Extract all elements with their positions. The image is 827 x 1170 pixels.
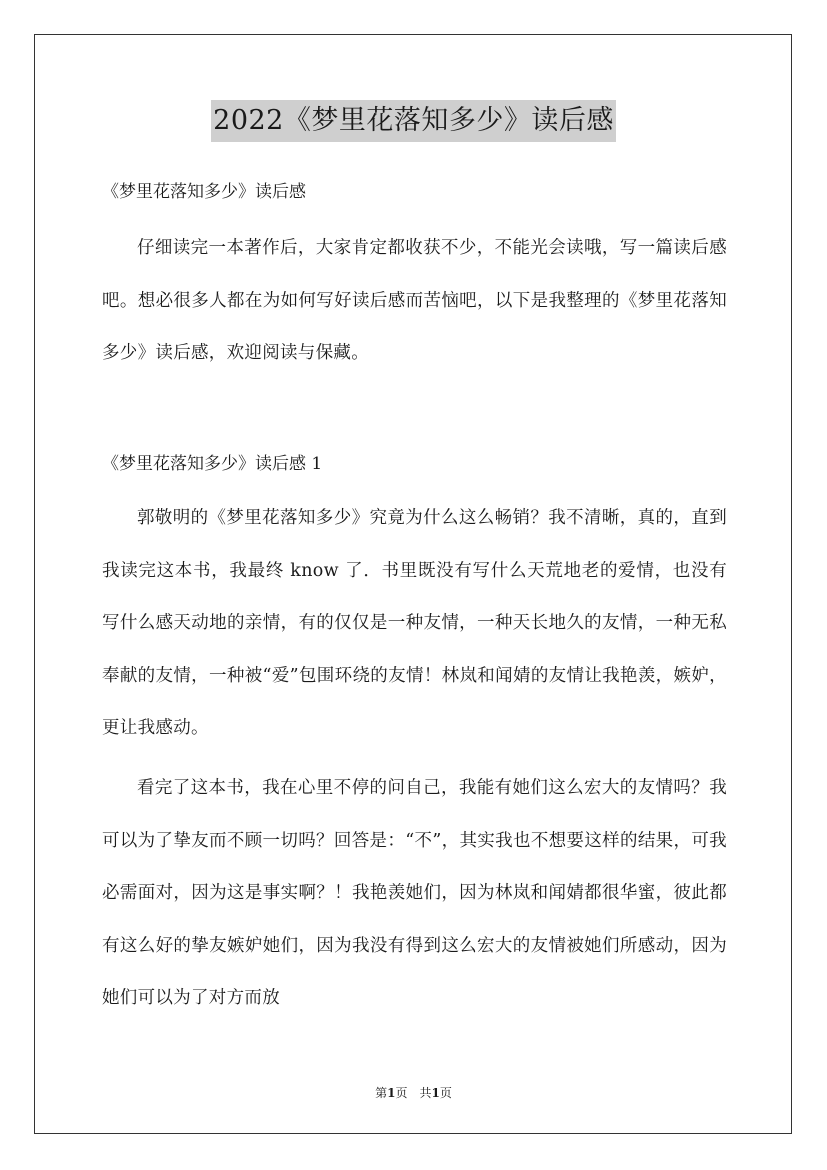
- intro-paragraph: 仔细读完一本著作后，大家肯定都收获不少，不能光会读哦，写一篇读后感吧。想必很多人都在为如何写好读后感而苦恼吧，以下是我整理的《梦里花落知多少》读后感，欢迎阅读与保藏。: [102, 238, 727, 363]
- document-title: [0, 99, 827, 142]
- page-footer: [0, 1085, 827, 1101]
- footer-page-total: 1: [431, 1086, 440, 1100]
- footer-suffix: 页: [439, 1086, 452, 1100]
- body-paragraph-1: 郭敬明的《梦里花落知多少》究竟为什么这么畅销？我不清晰，真的，直到我读完这本书，我最终 know 了．书里既没有写什么天荒地老的爱情，也没有写什么感天动地的亲情，有的仅仅是一种友情，一种天长地久的友情，一种无私奉献的友情，一种被“爱”包围环绕的友情！林岚和闻婧的友情让我艳羡，嫉妒，更让我感动。: [102, 508, 727, 738]
- document-title-text: 2022《梦里花落知多少》读后感: [211, 100, 616, 142]
- footer-prefix: 第: [375, 1086, 388, 1100]
- footer-mid: 页 共: [395, 1086, 432, 1100]
- section-title: 《梦里花落知多少》读后感 1: [102, 454, 323, 474]
- document-subtitle: 《梦里花落知多少》读后感: [102, 182, 306, 202]
- footer-page-current: 1: [387, 1086, 396, 1100]
- body-paragraph-2: 看完了这本书，我在心里不停的问自己，我能有她们这么宏大的友情吗？我可以为了挚友而不顾一切吗？回答是：“不”，其实我也不想要这样的结果，可我必需面对，因为这是事实啊？！我艳羡她们，因为林岚和闻婧都很华蜜，彼此都有这么好的挚友嫉妒她们，因为我没有得到这么宏大的友情被她们所感动，因为她们可以为了对方而放: [102, 778, 727, 1008]
